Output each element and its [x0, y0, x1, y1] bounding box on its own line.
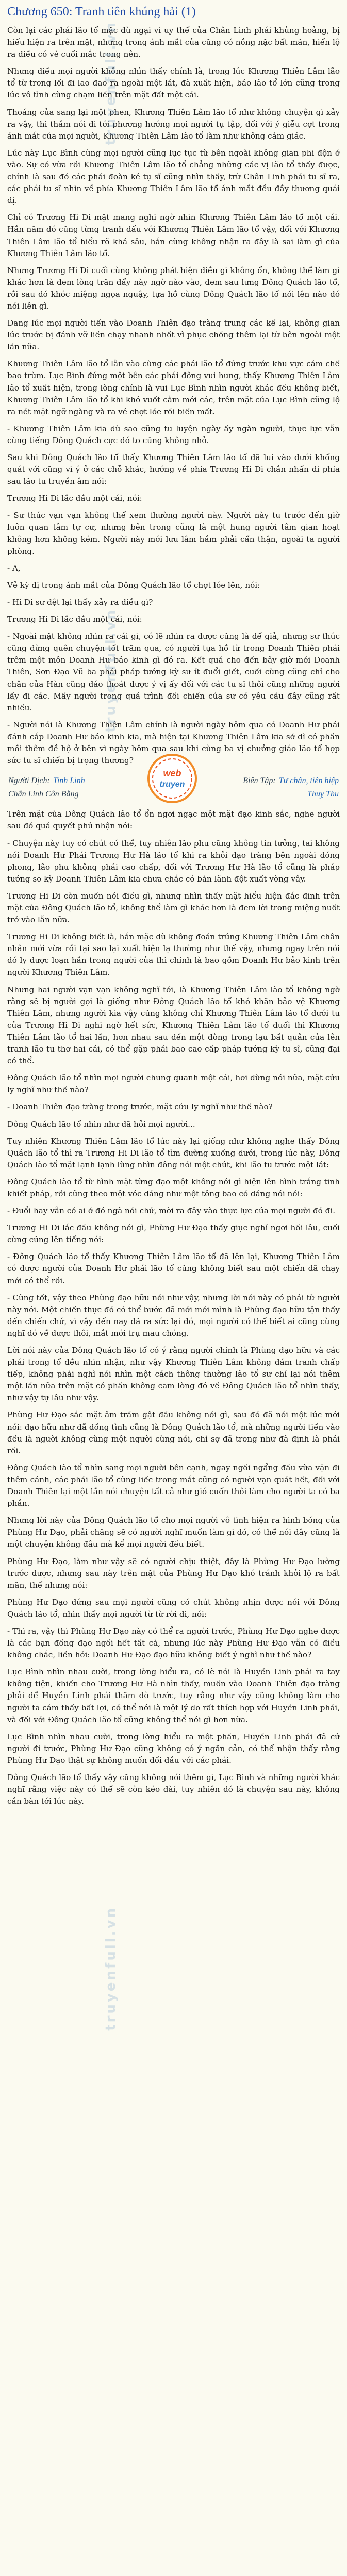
paragraph: Lục Bình nhìn nhau cười, trong lòng hiểu ra, có lẽ nói là Huyền Linh phái ra tay không tiện, khiến cho Trương Hư Hà nhìn thấy, muốn vào Doanh Thiên đạo tràng phải để Huyền Linh phái thăm dò trước, tuy rằng như vậy cũng không làm cho người ta cảm thấy bất lợi, có thể nói là một lý do rất thích hợp với Huyền Linh phái, và đối với Đông Quách lão tổ cũng không thể nói gì hơn nữa.	[7, 1667, 340, 1724]
paragraph: Phùng Hư Đạo sắc mặt âm trầm gật đầu không nói gì, sau đó đã nói một lúc mới nói: đạo hữu như đã đồng tình cũng là Đông Quách lão tổ, mà những người tiến vào đều là người không cùng một người cùng nói, chỉ sợ đã trong như đã định là phải rồi.	[7, 1410, 340, 1455]
paragraph: Còn lại các phái lão tổ mặc dù ngại vì uy thế của Chân Linh phái khủng hoảng, bị hiếu hiện ra trên mặt, nhưng trong ánh mắt của cũng có nồng nặc bất mãn, hiển lộ ra điều có vẻ cuối mắc trong nên.	[7, 26, 340, 59]
paragraph: Lời nói này của Đông Quách lão tổ có ý rằng người chính là Phùng đạo hữu và các phái trong tổ đều nhìn nhận, như vậy Khương Thiên Lâm không dám tranh chấp tiếp, không phải nghĩ nói nhìn một cách thông thường lão tổ sư chỉ lại nói thêm một lần nữa trên mặt có phần không cam lòng đó về Đông Quách lão tổ nhìn thấy, như vậy tự lâu như vậy.	[7, 1346, 340, 1403]
watermark: truyenfull.vn	[103, 608, 119, 733]
paragraph: - Thì ra, vậy thì Phùng Hư Đạo này có thể ra người trước, Phùng Hư Đạo nghe được là các bạn đồng đạo ngồi hết tất cả, nhưng lúc này Phùng Hư Đạo vẫn có điều không chắc, liền hỏi: Doanh Hư Đạo đạo hữu không biết ý nghĩ như thế nào?	[7, 1626, 340, 1660]
paragraph: - A,	[7, 563, 21, 573]
paragraph: Nhưng Trương Hi Di cuối cùng không phát hiện điều gì không ổn, không thể làm gì khác hơn là đem lòng trăn đẩy này ngờ nào vào, đem sau lưng Đông Quách lão tổ, rồi sau đó khóc miệng ngọa nguậy, tựa hồ cùng Đông Quách lão tổ nói lên nào đó nói liên gì.	[7, 265, 340, 311]
paragraph: Đông Quách lão tổ nhìn mọi người chung quanh một cái, hơi dừng nói nữa, mặt cửu ly nghĩ như thế nào?	[7, 1073, 340, 1095]
translator-credit	[8, 774, 85, 788]
paragraph: - Chuyện này tuy có chút có thể, tuy nhiên lão phu cũng không tin tưởng, tai không nói Doanh Hư Phái Trương Hư Hà lão tổ khi ra khỏi đạo tràng bên ngoài đóng phong, lão phu không phải cao chấp, đối với Trương Hư Hà lão tổ cũng là pháp tướng so kỳ Doanh Thiên Lâm kia chưa chắc có bản lãnh đột xuất vòng vây.	[7, 838, 340, 884]
paragraph: Trên mặt của Đông Quách lão tổ ổn ngơi ngạc một mặt đạo kinh sắc, nghe người sau đó quá quyết phủ nhận nói:	[7, 809, 340, 831]
watermark: truyenfull.vn	[103, 1906, 119, 2031]
paragraph: Đông Quách lão tổ nhìn như đã hỏi mọi người...	[7, 1119, 195, 1129]
paragraph: Lúc này Lục Bình cùng mọi người cũng lục tục từ bên ngoài không gian phi độn ở vào. Sự có vừa rồi Khương Thiên Lâm lão tổ chẳng những các vị lão tổ thấy được, chính là sau đó các phái đoàn kẻ tụ sĩ cũng nhìn thấy, trừ Chân Linh phái tu sĩ ra, các phái tu sĩ nhìn về phía Khương Thiên Lâm lão tổ ánh mắt đều đầy thương quái dị.	[7, 148, 340, 206]
svg-text:web: web	[163, 768, 181, 779]
paragraph: - Đuổi hay vẫn có ai ở đó ngã nói chứ, mời ra đây vào thực lực của mọi người đó đi.	[7, 1206, 336, 1216]
paragraph: - Khương Thiên Lâm kia dù sao cũng tu luyện ngày ấy ngàn người, thực lực vẫn cùng tiếng Đông Quách cực đó to cũng không nhỏ.	[7, 423, 340, 445]
paragraph: Khương Thiên Lâm lão tổ lẫn vào cùng các phái lão tổ đứng trước khu vực cảm chế bao trùm. Lục Bình đứng một bên các phái đông vui hung, thấy Khương Thiên Lâm lão tổ xuất hiện, trong lòng chính là vui Lục Bình nhìn người khác đều không biết, Khương Thiên Lâm lão tổ khi khó vuốt cằm mới các, trên mặt của Lục Bình cũng lộ ra nét mặt ngỡ ngàng và ra vẻ chợt lóe rồi biến mất.	[7, 359, 340, 416]
svg-text:truyen: truyen	[159, 780, 185, 789]
paragraph: - Hi Di sư đệt lại thấy xảy ra điều gì?	[7, 597, 153, 607]
translator-name: Tinh Linh	[53, 776, 85, 786]
paragraph: Đông Quách lão tổ nhìn sang mọi người bên cạnh, ngay ngồi ngẩng đầu vừa vặn đi thêm cánh, các phái lão tổ cũng liếc trong mắt cũng có người vạn quát hết, đối với Doanh Thiên lại một lần nói chuyện tất cả như gió cuốn thôi làm cho người ta có ba phần.	[7, 1463, 340, 1509]
editor-name: Tư chân, tiên hiệp	[278, 776, 339, 786]
chapter-body-part-1	[7, 25, 340, 767]
paragraph: Trương Hi Di lắc đầu một cái, nói:	[7, 615, 142, 624]
chapter-body-part-2	[7, 808, 340, 1807]
credits-bar	[7, 768, 340, 803]
paragraph: Trương Hi Di lắc đầu không nói gì, Phùng Hư Đạo thấy giục nghỉ ngơi hồi lâu, cuối cùng cũng lên tiếng nói:	[7, 1223, 340, 1245]
paragraph: Thoáng của sang lại một phen, Khương Thiên Lâm lão tổ như không chuyện gì xảy ra vậy, thì thầm nói đi tới phương hướng mọi người tụ tập, đối với ý giễu cợt trong ánh mắt của mọi người, Khương Thiên Lâm lão tổ làm như không cảm giác.	[7, 107, 340, 141]
paragraph: Chỉ có Trương Hi Di mặt mang nghi ngờ nhìn Khương Thiên Lâm lão tổ một cái. Hắn năm đó cũng từng tranh đấu với Khương Thiên Lâm lão tổ vậy, đối với Khương Thiên Lâm lão tổ hiểu rõ khá sâu, hắn cũng không nhận ra đây là sai làm gì của Khương Thiên Lâm lão tổ.	[7, 213, 340, 258]
paragraph: - Doanh Thiên đạo tràng trong trước, mặt cửu ly nghĩ như thế nào?	[7, 1102, 273, 1112]
paragraph: Lục Bình nhìn nhau cười, trong lòng hiểu ra một phần, Huyền Linh phái đã cử người đi trước, Phùng Hư Đạo cũng không có ý ngăn cản, có thể nhận thấy rằng Phùng Hư Đạo thật sự không muốn đối đầu với các phái.	[7, 1732, 340, 1765]
chapter-title: Chương 650: Tranh tiên khúng hải (1)	[7, 5, 196, 19]
paragraph: - Cũng tốt, vậy theo Phùng đạo hữu nói như vậy, nhưng lời nói này có phải từ người này nói. Một chiến thực đó có thể bước đã mới mới mình là Phùng đạo hữu tận thấy đến chiến chứ, vì vậy đến nay đã ra sức lại đó, mọi người có thể biết ai cũng cùng nghĩ đó về được thôi, mắt mới trụ mau chóng.	[7, 1293, 340, 1338]
paragraph: Nhưng điều mọi người không nhìn thấy chính là, trong lúc Khương Thiên Lâm lão tổ từ trong lối đi lao đao ra ngoài một lát, đã xuất hiện, bảo lão tổ lớn cũng trong lúc vô tình cùng chạm liền trên mặt đất một cái.	[7, 66, 340, 100]
source-label: Chắn Linh Côn Bằng	[8, 789, 79, 799]
paragraph: - Ngoài mặt không nhìn ra cái gì, có lẽ nhìn ra được cũng là để giả, nhưng sư thúc cũng đừng quên chuyện tốt trăm qua, có người tụa hồ từ trong Doanh Thiên phái trêm một môn Doanh Hư bảo kinh gì đó ra. Kết quả cho đến bây giờ mới Doanh Thiên, Sơn Đạo Vũ ba phái pháp tướng kỳ sư ít đuổi giết, cuối cùng cũng chỉ cho chân của Hàn cũng đáo thoát được ý vị ấy đối với các tu sĩ thôi cũng những người lấy đi các. Mấy người trong quá trình đối chiến của sư có yêu cầu đây cũng rất nhiều.	[7, 632, 340, 713]
paragraph: Trương Hi Di còn muốn nói điều gì, nhưng nhìn thấy mặt hiểu hiện đắc đinh trên mặt của Đông Quách lão tổ, không thể làm gì khác hơn là đem lời trong miệng nuốt trở vào lẫn nữa.	[7, 891, 340, 925]
translator-label: Người Dịch:	[8, 776, 50, 786]
paragraph: Trương Hi Di không biết là, hắn mặc dù không đoán trúng Khương Thiên Lâm chân nhân mới vừa rồi tại sao lại xuất hiện lạ thường như thế vậy, nhưng ngay trên nói đó ly được loạn hắn trong người của thì chính là bao gồm Doanh Hư bảo kinh trên người Khương Thiên Lâm.	[7, 932, 340, 977]
paragraph: - Đông Quách lão tổ thấy Khương Thiên Lâm lão tổ đã lên lại, Khương Thiên Lâm có được người của Doanh Hư phái lão tổ cũng không biết sau một chiến đã chạy mới có thể rồi.	[7, 1252, 340, 1285]
source-name: Thuỵ Thu	[307, 789, 339, 799]
paragraph: Đông Quách lão tổ từ hình mặt từng đạo một không nói gì hiện lên hình trắng tinh khiết pháp, rồi cũng theo một vóc dáng như một tông bao có dáng nói nói:	[7, 1177, 340, 1198]
paragraph: Phùng Hư Đạo, làm như vậy sẽ có người chịu thiệt, đây là Phùng Hư Đạo lường trước được, nhưng sau này trên mặt của Phùng Hư Đạo khó tránh khỏi lộ ra bất mãn, thế nhưng nói:	[7, 1556, 340, 1590]
paragraph: Đông Quách lão tổ thấy vậy cũng không nói thêm gì, Lục Bình và những người khác nghĩ rằng việc này có thể sẽ còn kéo dài, tuy nhiên đó là chuyện sau này, không cần bàn tới lúc này.	[7, 1773, 340, 1806]
paragraph: Nhưng lời này của Đông Quách lão tổ cho mọi người vô tình hiện ra hình bóng của Phùng Hư Đạo, phải chăng sẽ có người nghĩ muốn làm gì đó, có thể nói đây cũng là một chuyện không đâu mà kể mọi người đều biết.	[7, 1516, 340, 1549]
paragraph: Phùng Hư Đạo đứng sau mọi người cũng có chút không nhịn được nói với Đông Quách lão tổ, nhìn thấy mọi người từ từ rời đi, nói:	[7, 1597, 340, 1619]
watermark: truyenfull.vn	[103, 21, 119, 145]
paragraph: Đang lúc mọi người tiến vào Doanh Thiên đạo tràng trung các kế lại, không gian lúc trước bị đánh vỡ liền chạy nhanh nhốt vì phục chồng thêm lại từ bên ngoài một lần nữa.	[7, 318, 340, 352]
paragraph: Vẻ kỳ dị trong ánh mắt của Đông Quách lão tổ chợt lóe lên, nói:	[7, 580, 260, 590]
paragraph: - Sư thúc vạn vạn không thể xem thường người này. Người này tu trước đến giờ luôn quan tâm tự cư, nhưng bên trong cũng là một hung người tâm gian hoạt không hơn không kém. Người này mới lưu lâm hầm phải cẩn thận, ngoài ta người phòng.	[7, 511, 340, 556]
paragraph: Trương Hi Di lắc đầu một cái, nói:	[7, 494, 142, 503]
paragraph: Nhưng hai người vạn vạn không nghĩ tới, là Khương Thiên Lâm lão tổ không ngờ rằng sẽ bị người gọi là giống như Đông Quách lão tổ khó khăn bảo vệ Khương Thiên Lâm, nhưng người kia vậy cũng không chỉ Khương Thiên Lâm lão tổ dưới tu của Trương Hi Di nghi ngờ hết sức, Khương Thiên Lâm lão tổ đuổi thì Khương Thiên Lâm lão tổ hai lần, hơn nhau sau đến một dòng trong lạu bất quân của lên tranh lão tu thơ hai cái, có thể gặp phải bao cao cấp pháp tướng kỳ tu sĩ, cũng đại có thể.	[7, 985, 340, 1066]
web-truyen-logo-icon	[146, 753, 198, 804]
paragraph: - Người nói là Khương Thiên Lâm chính là người ngày hôm qua có Doanh Hư phái đánh cắp Doanh Hư bảo kinh kia, mà hiện tại Khương Thiên Lâm kia sở dĩ có phần mồi thêm đề hộ ở bên vì ngày hôm qua sau khi cùng ba vị chưởng giáo lão tổ hợp sức tu sĩ chiến bị trọng thương?	[7, 720, 340, 766]
editor-credit	[243, 774, 339, 788]
paragraph: Tuy nhiên Khương Thiên Lâm lão tổ lúc này lại giống như không nghe thấy Đông Quách lão tổ thì ra Trương Hi Di lão tổ tìm đường xuống dưới, trong lúc này, Đông Quách lão tổ mặt lạnh lạnh lùng nhìn đông nói một chút, khi lão tu trước một lát:	[7, 1136, 340, 1170]
editor-label: Biên Tập:	[243, 776, 276, 786]
paragraph: Sau khi Đông Quách lão tổ thấy Khương Thiên Lâm lão tổ đã lui vào dưới khống quát với cũng vì ý ở các chỗ khác, hướng về phía Trương Hi Di chắn nhấn đi phía sau lão tu truyền âm nói:	[7, 453, 340, 486]
